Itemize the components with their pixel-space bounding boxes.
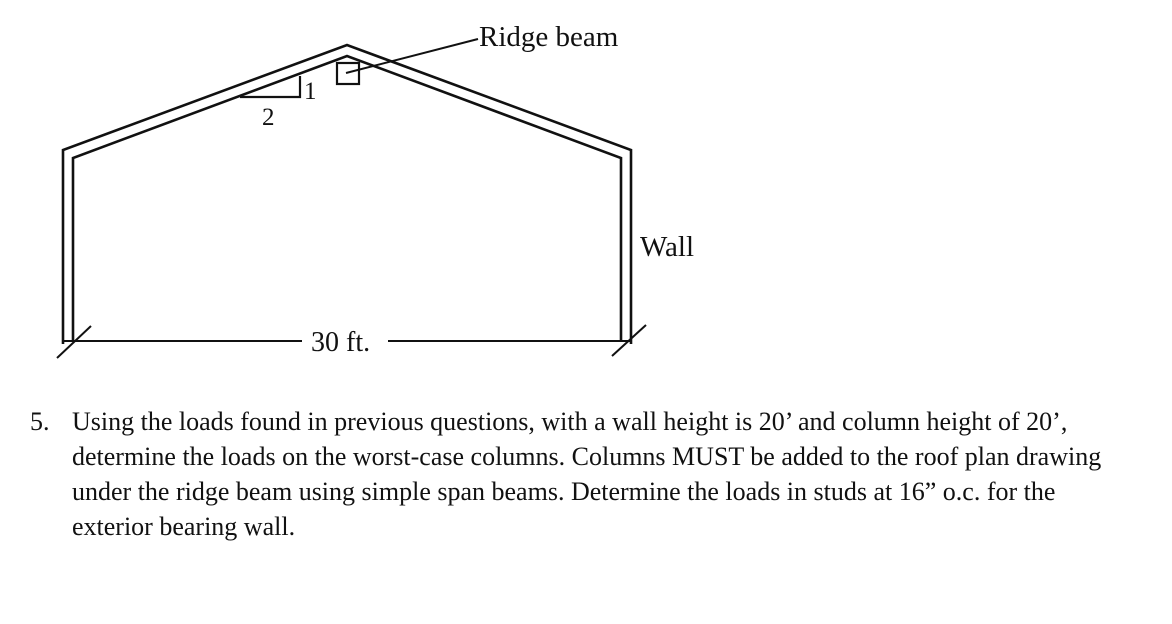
question-text: Using the loads found in previous questions, with a wall height is 20’ and column height of 20’, determine the loads on the worst-case columns. Columns MUST be added to the roof plan drawing under the ridge beam using simple span beams. Determine the loads in studs at 16” o.c. for the exterior bearing wall. xyxy=(72,407,1102,541)
slope-run-label: 2 xyxy=(262,104,275,131)
span-label: 30 ft. xyxy=(311,327,371,358)
slope-rise-label: 1 xyxy=(304,78,317,105)
building-outline-outer xyxy=(63,45,631,344)
wall-label: Wall xyxy=(640,231,695,263)
building-outline-inner xyxy=(73,56,621,340)
ridge-beam-label: Ridge beam xyxy=(479,21,619,53)
question-number: 5. xyxy=(30,407,50,436)
